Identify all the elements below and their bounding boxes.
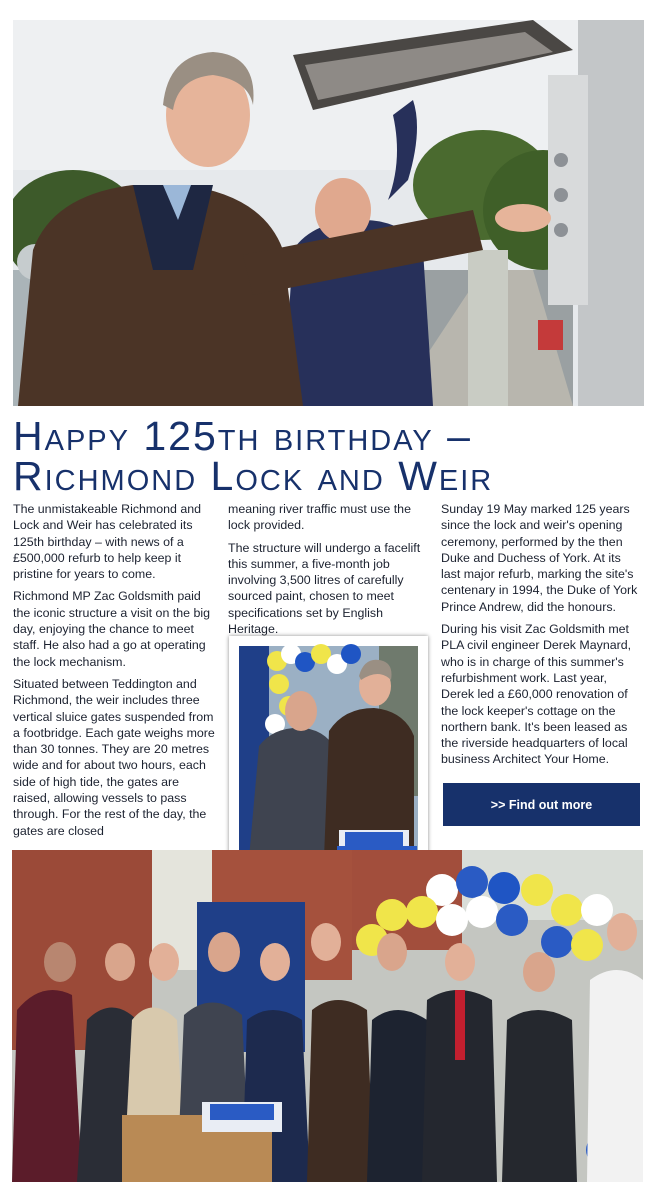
col2-paragraph-2: The structure will undergo a facelift this summer, a five-month job involving 3,500 litres of carefully sourced paint, chosen to meet specifications set by English Heritage. bbox=[228, 540, 421, 637]
hero-photo-lock-mechanism bbox=[13, 20, 644, 406]
col1-paragraph-3: Situated between Teddington and Richmond, the weir includes three vertical sluice gates suspended from a footbridge. Each gate weighs more than 30 tonnes. They are 20 metres wide and for about two hours, each side of high tide, the gates are raised, allowing vessels to pass through. For the rest of the day, the gates are closed bbox=[13, 676, 215, 838]
article-column-2 bbox=[228, 501, 424, 643]
article-column-3 bbox=[441, 501, 643, 774]
col2-paragraph-1: meaning river traffic must use the lock provided. bbox=[228, 502, 411, 533]
col1-paragraph-2: Richmond MP Zac Goldsmith paid the iconic structure a visit on the big day, enjoying the chance to meet staff. He also had a go at operating the lock mechanism. bbox=[13, 589, 210, 669]
article-column-1 bbox=[13, 501, 218, 845]
find-out-more-button[interactable]: >> Find out more bbox=[443, 783, 640, 826]
col1-paragraph-1: The unmistakeable Richmond and Lock and Weir has celebrated its 125th birthday – with news of a £500,000 refurb to help keep it pristine for years to come. bbox=[13, 502, 202, 582]
col3-paragraph-1: Sunday 19 May marked 125 years since the lock and weir's opening ceremony, performed by the then Duke and Duchess of York. At its last major refurb, marking the site's centenary in 1994, the Duke of York Prince Andrew, did the honours. bbox=[441, 502, 638, 614]
inset-photo-cake-cutting bbox=[229, 636, 428, 868]
col3-paragraph-2: During his visit Zac Goldsmith met PLA civil engineer Derek Maynard, who is in charge of this summer's refurbishment work. Last year, Derek led a £60,000 renovation of the lock keeper's cottage on the northern bank. It's been leased as the riverside headquarters of local business Architect Your Home. bbox=[441, 622, 632, 767]
group-photo-celebration bbox=[12, 850, 643, 1182]
headline-line-1: Happy 125th birthday – bbox=[13, 413, 472, 459]
headline-line-2: Richmond Lock and Weir bbox=[13, 453, 494, 499]
